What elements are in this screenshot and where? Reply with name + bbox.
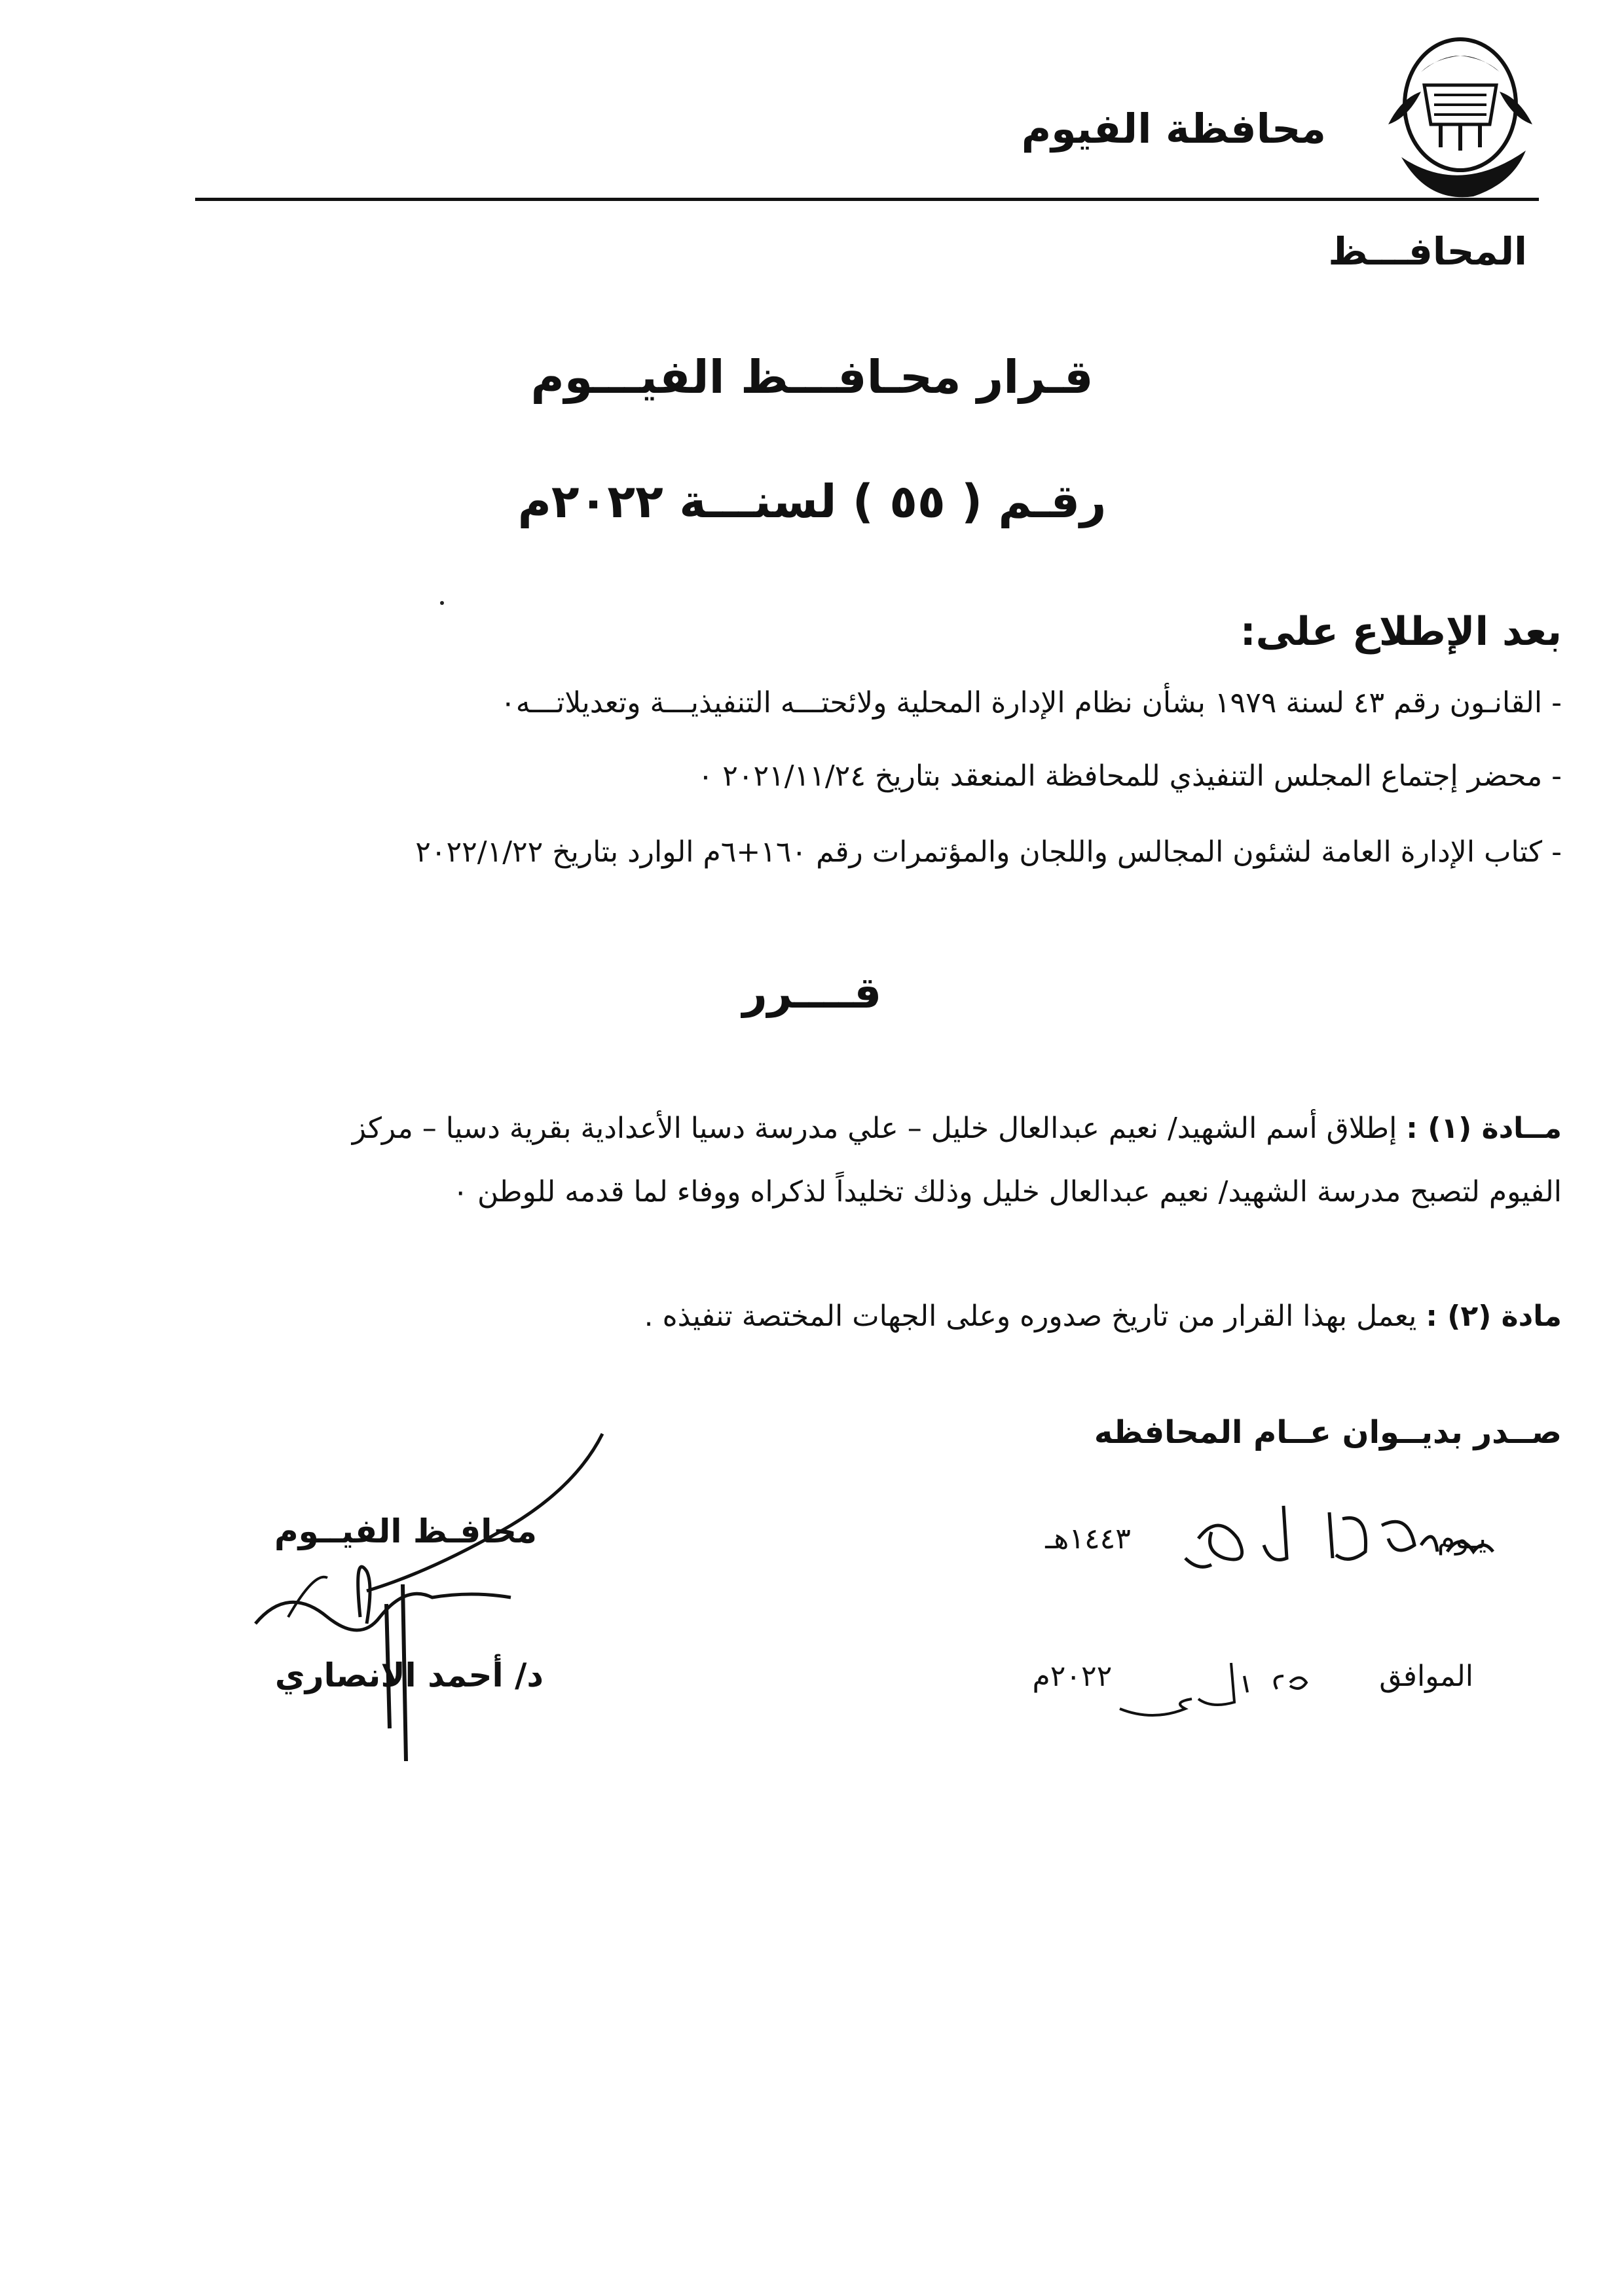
preamble-item: - محضر إجتماع المجلس التنفيذي للمحافظة المنعقد بتاريخ ٢٠٢١/١١/٢٤ ٠	[697, 759, 1562, 793]
corresponding-label: الموافق	[1379, 1660, 1473, 1693]
gregorian-year: ٢٠٢٢م	[1032, 1660, 1113, 1693]
article-1-text: إطلاق أسم الشهيد/ نعيم عبدالعال خليل – علي مدرسة دسيا الأعدادية بقرية دسيا – مركز	[352, 1112, 1407, 1145]
article-2	[644, 1300, 1562, 1333]
header-divider	[195, 198, 1539, 201]
handwritten-hijri-day	[1107, 1473, 1532, 1591]
issuer-role: المحافـــظ	[1328, 229, 1527, 274]
article-1-continuation: الفيوم لتصبح مدرسة الشهيد/ نعيم عبدالعال خليل وذلك تخليداً لذكراه ووفاء لما قدمه للوطن ٠	[452, 1175, 1562, 1209]
preamble-item: - كتاب الإدارة العامة لشئون المجالس واللجان والمؤتمرات رقم ١٦٠+٦م الوارد بتاريخ ٢٠٢٢/١/٢٢	[415, 835, 1562, 869]
preamble-item: - القانـون رقم ٤٣ لسنة ١٩٧٩ بشأن نظام الإدارة المحلية ولائحتـــه التنفيذيـــة وتعديلاتـــه٠	[500, 686, 1562, 720]
article-2-label: مادة (٢) :	[1426, 1300, 1562, 1333]
decree-title: قـرار محـافـــظ الفيـــوم	[530, 350, 1094, 404]
decree-number: رقـم ( ٥٥ ) لسنـــة ٢٠٢٢م	[517, 475, 1107, 528]
signatory-title: محافـظ الفيــوم	[274, 1512, 537, 1550]
preamble-title: بعد الإطلاع على:	[1240, 609, 1562, 655]
article-2-text: يعمل بهذا القرار من تاريخ صدوره وعلى الجهات المختصة تنفيذه .	[644, 1300, 1426, 1333]
article-1	[352, 1112, 1562, 1145]
article-1-label: مــادة (١) :	[1406, 1112, 1562, 1145]
handwritten-gregorian-date	[1113, 1637, 1323, 1728]
stray-dot	[440, 601, 444, 605]
signatory-name: د/ أحمد الانصاري	[274, 1656, 544, 1694]
governorate-logo	[1362, 26, 1559, 223]
day-label: يـوم	[1437, 1522, 1486, 1556]
decided-heading: قــــرر	[742, 968, 882, 1018]
hijri-year: ١٤٤٣هـ	[1045, 1522, 1131, 1556]
governorate-header: محافظة الفيوم	[1021, 105, 1326, 153]
handwritten-signature	[236, 1421, 629, 1787]
issued-at: صــدر بديــوان عــام المحافظه	[1094, 1414, 1562, 1451]
